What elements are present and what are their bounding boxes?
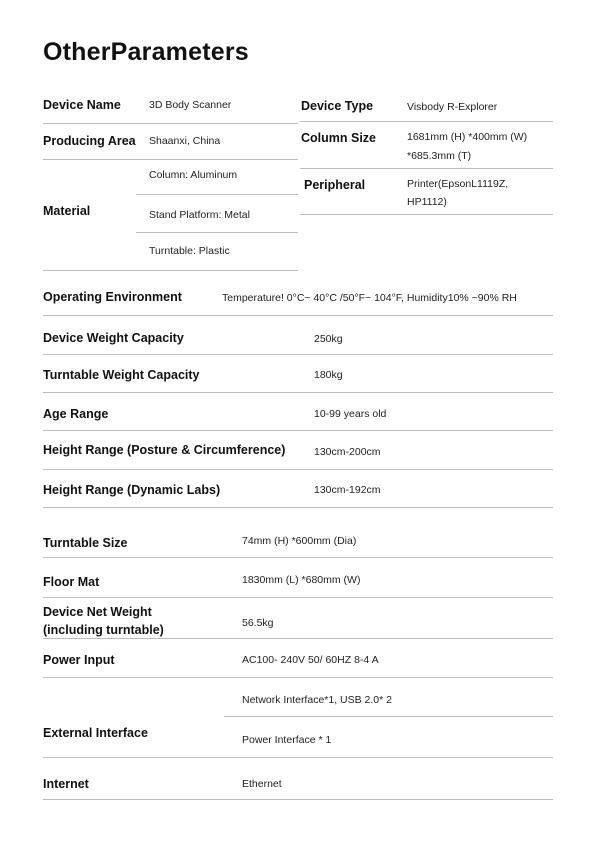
device-net-weight-value: 56.5kg	[242, 617, 274, 629]
internet-label: Internet	[43, 777, 89, 791]
divider	[43, 757, 553, 758]
device-net-weight-label-continued: (including turntable)	[43, 623, 164, 637]
material-label: Material	[43, 204, 91, 218]
divider	[43, 315, 553, 316]
turntable-weight-capacity-value: 180kg	[314, 369, 343, 381]
divider	[43, 159, 298, 160]
height-range-dynamic-label: Height Range (Dynamic Labs)	[43, 483, 221, 497]
device-type-label: Device Type	[301, 99, 374, 113]
age-range-value: 10-99 years old	[314, 408, 387, 420]
column-size-value-continued: *685.3mm (T)	[407, 150, 472, 162]
material-value-column: Column: Aluminum	[149, 169, 238, 181]
divider	[300, 121, 553, 122]
floor-mat-value: 1830mm (L) *680mm (W)	[242, 574, 361, 586]
internet-value: Ethernet	[242, 778, 282, 790]
external-interface-value: Network Interface*1, USB 2.0* 2	[242, 694, 392, 706]
producing-area-value: Shaanxi, China	[149, 135, 221, 147]
turntable-size-value: 74mm (H) *600mm (Dia)	[242, 535, 357, 547]
column-size-label: Column Size	[301, 131, 377, 145]
divider	[43, 392, 553, 393]
height-range-dynamic-value: 130cm-192cm	[314, 484, 381, 496]
page-title: OtherParameters	[43, 38, 249, 66]
external-interface-value-continued: Power Interface * 1	[242, 734, 332, 746]
divider	[43, 799, 553, 800]
peripheral-label: Peripheral	[304, 178, 366, 192]
divider	[224, 716, 553, 717]
divider	[43, 677, 553, 678]
column-size-value: 1681mm (H) *400mm (W)	[407, 131, 528, 143]
divider	[43, 557, 553, 558]
age-range-label: Age Range	[43, 407, 109, 421]
peripheral-value: Printer(EpsonL1119Z,	[407, 178, 509, 190]
material-value-platform: Stand Platform: Metal	[149, 209, 250, 221]
device-type-value: Visbody R-Explorer	[407, 101, 498, 113]
peripheral-value-continued: HP1112)	[407, 196, 447, 208]
divider	[43, 507, 553, 508]
operating-environment-value: Temperature! 0°C~ 40°C /50°F~ 104°F, Humidity10% ~90% RH	[222, 292, 517, 304]
producing-area-label: Producing Area	[43, 134, 136, 148]
turntable-size-label: Turntable Size	[43, 536, 128, 550]
turntable-weight-capacity-label: Turntable Weight Capacity	[43, 368, 200, 382]
divider	[43, 270, 298, 271]
device-name-label: Device Name	[43, 98, 121, 112]
external-interface-label: External Interface	[43, 726, 148, 740]
device-weight-capacity-label: Device Weight Capacity	[43, 331, 184, 345]
divider	[300, 168, 553, 169]
floor-mat-label: Floor Mat	[43, 575, 100, 589]
divider	[43, 597, 553, 598]
divider	[300, 214, 553, 215]
device-weight-capacity-value: 250kg	[314, 333, 343, 345]
power-input-value: AC100- 240V 50/ 60HZ 8-4 A	[242, 654, 379, 666]
divider	[43, 638, 553, 639]
divider	[43, 430, 553, 431]
divider	[43, 469, 553, 470]
power-input-label: Power Input	[43, 653, 115, 667]
divider	[43, 354, 553, 355]
divider	[136, 232, 298, 233]
height-range-posture-value: 130cm-200cm	[314, 446, 381, 458]
divider	[136, 194, 298, 195]
device-net-weight-label: Device Net Weight	[43, 605, 152, 619]
divider	[43, 123, 298, 124]
material-value-turntable: Turntable: Plastic	[149, 245, 230, 257]
height-range-posture-label: Height Range (Posture & Circumference)	[43, 443, 286, 457]
operating-environment-label: Operating Environment	[43, 290, 182, 304]
device-name-value: 3D Body Scanner	[149, 99, 232, 111]
